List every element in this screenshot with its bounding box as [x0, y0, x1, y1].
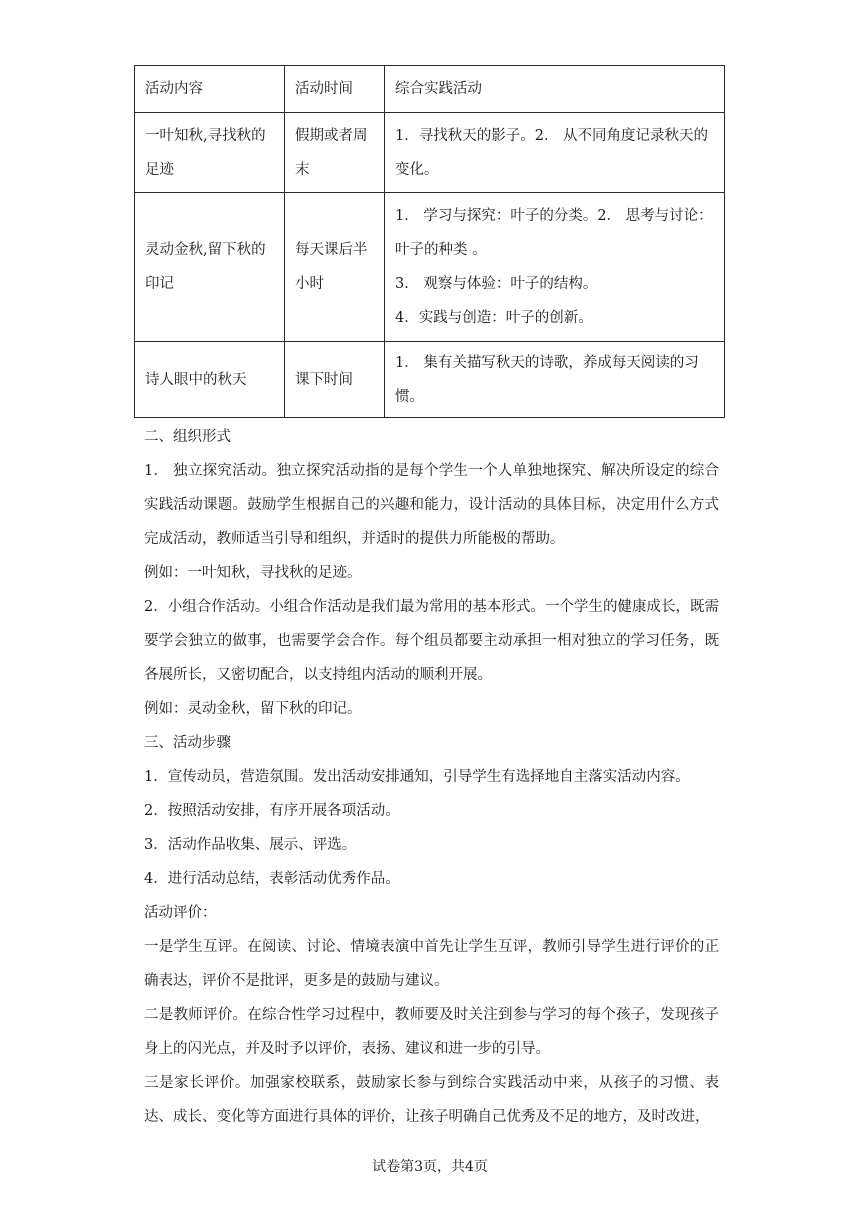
- cell-content: 诗人眼中的秋天: [135, 342, 285, 418]
- cell-time: 假期或者周末: [285, 113, 385, 193]
- cell-content: 一叶知秋,寻找秋的足迹: [135, 113, 285, 193]
- section-heading-steps: 三、活动步骤: [144, 735, 231, 751]
- paragraph-group-cooperation: 2．小组合作活动。小组合作活动是我们最为常用的基本形式。一个学生的健康成长，既需要学会独立的做事，也需要学会合作。每个组员都要主动承担一相对独立的学习任务，既各展所长，又密切配合，以支持组内活动的顺利开展。: [144, 599, 719, 683]
- evaluation-paragraph: 三是家长评价。加强家校联系，鼓励家长参与到综合实践活动中来，从孩子的习惯、表达、成长、变化等方面进行具体的评价，让孩子明确自己优秀及不足的地方，及时改进，: [144, 1075, 719, 1125]
- page-footer: 试卷第3页，共4页: [372, 1159, 488, 1175]
- paragraph-independent-inquiry: 1． 独立探究活动。独立探究活动指的是每个学生一个人单独地探究、解决所设定的综合实践活动课题。鼓励学生根据自己的兴趣和能力，设计活动的具体目标，决定用什么方式完成活动，教师适当引导和组织，并适时的提供力所能极的帮助。: [144, 463, 719, 547]
- evaluation-paragraph: 一是学生互评。在阅读、讨论、情境表演中首先让学生互评，教师引导学生进行评价的正确表达，评价不是批评，更多是的鼓励与建议。: [144, 939, 719, 989]
- cell-content: 灵动金秋,留下秋的印记: [135, 193, 285, 342]
- activity-line: 1．寻找秋天的影子。2． 从不同角度记录秋天的变化。: [395, 127, 709, 178]
- section-heading-organization: 二、组织形式: [144, 429, 231, 445]
- header-cell-content: 活动内容: [135, 66, 285, 113]
- step-item: 3．活动作品收集、展示、评选。: [144, 837, 357, 853]
- activity-line: 1． 学习与探究：叶子的分类。2． 思考与讨论：叶子的种类 。: [395, 208, 713, 258]
- example-line: 例如：一叶知秋，寻找秋的足迹。: [144, 565, 362, 581]
- example-line: 例如：灵动金秋，留下秋的印记。: [144, 701, 362, 717]
- table-row: [135, 193, 725, 342]
- evaluation-heading: 活动评价：: [144, 905, 217, 921]
- cell-time: 每天课后半小时: [285, 193, 385, 342]
- table-header-row: [135, 66, 725, 113]
- activity-table: [134, 65, 725, 418]
- step-item: 1．宣传动员，营造氛围。发出活动安排通知，引导学生有选择地自主落实活动内容。: [144, 769, 690, 785]
- header-cell-activities: 综合实践活动: [385, 66, 725, 113]
- cell-activities: [385, 113, 725, 193]
- table-row: [135, 113, 725, 193]
- activity-line: 1． 集有关描写秋天的诗歌，养成每天阅读的习惯。: [395, 354, 699, 405]
- cell-time: 课下时间: [285, 342, 385, 418]
- step-item: 4．进行活动总结，表彰活动优秀作品。: [144, 871, 400, 887]
- step-item: 2．按照活动安排，有序开展各项活动。: [144, 803, 400, 819]
- header-cell-time: 活动时间: [285, 66, 385, 113]
- body-text: [144, 420, 719, 1134]
- cell-activities: [385, 193, 725, 342]
- cell-activities: [385, 342, 725, 418]
- evaluation-paragraph: 二是教师评价。在综合性学习过程中，教师要及时关注到参与学习的每个孩子，发现孩子身上的闪光点，并及时予以评价，表扬、建议和进一步的引导。: [144, 1007, 719, 1057]
- table-row: [135, 342, 725, 418]
- activity-line: 3． 观察与体验：叶子的结构。: [395, 276, 598, 292]
- activity-line: 4．实践与创造：叶子的创新。: [395, 310, 593, 326]
